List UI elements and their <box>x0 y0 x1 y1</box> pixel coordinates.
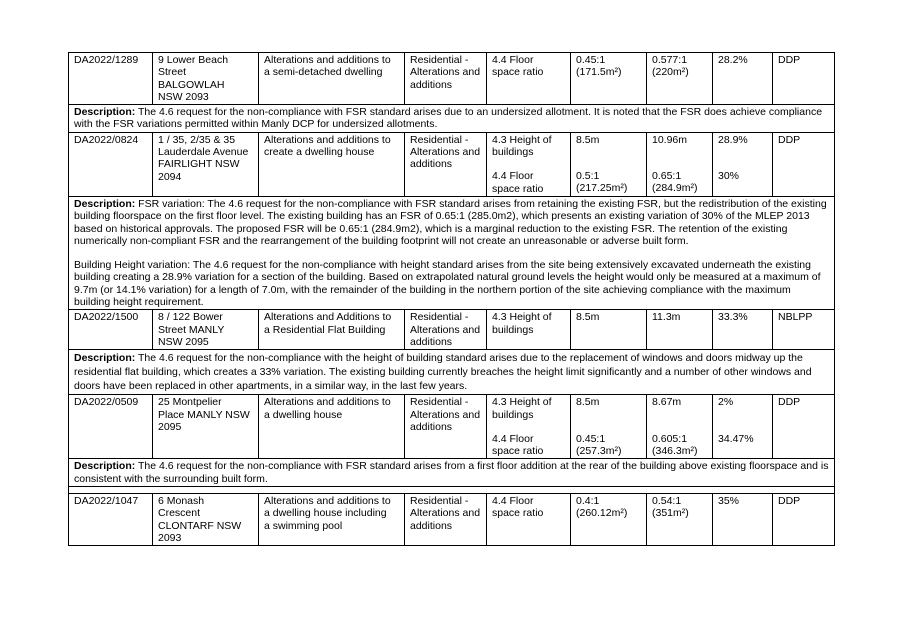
description-text-height: Building Height variation: The 4.6 request for the non-compliance with height standard arises from the site being extensively excavated underneath the existing building creating a 28.9% variation for a section of the building. Based on extrapolated natural ground levels the height would only be measured at a maximum of 9.7m (or 14.1% variation) for a length of 7.0m, with the remainder of the building in the northern portion of the site achieving compliance with the maximum building height requirement. <box>74 259 821 309</box>
cell-text-line: buildings <box>492 323 534 336</box>
cell-text-line: Residential - <box>410 311 469 324</box>
cell-text-line: 4.4 Floor <box>492 495 534 508</box>
cell-text-line: 4.3 Height of <box>492 311 552 324</box>
cell-text-line: Street MANLY <box>158 323 225 336</box>
cell-text-line: 25 Montpelier <box>158 396 222 409</box>
cell-text-line: (346.3m²) <box>652 444 698 457</box>
cell-text-line: 0.54:1 <box>652 495 682 508</box>
description-row <box>69 105 835 133</box>
cell-text-line: NSW 2095 <box>158 335 209 348</box>
cell-text-line: 4.3 Height of <box>492 396 552 409</box>
decision-cell: DDP <box>773 395 835 459</box>
spacer-row <box>69 487 835 494</box>
cell-text-line <box>74 198 829 247</box>
description-row <box>69 459 835 487</box>
description-cell <box>69 196 835 309</box>
cell-text-line: additions <box>410 335 453 348</box>
standard-cell <box>487 132 571 196</box>
cell-text-line: 0.605:1 <box>652 432 688 445</box>
address-cell <box>153 395 259 459</box>
address-cell <box>153 132 259 196</box>
cell-text-line: 0.5:1 <box>576 170 600 183</box>
cell-text-line: 4.3 Height of <box>492 133 552 146</box>
category-cell <box>405 494 487 546</box>
cell-text-line: Alterations and <box>410 146 481 159</box>
cell-text-line: a semi-detached dwelling <box>264 66 383 79</box>
cell-text-line: create a dwelling house <box>264 146 375 159</box>
cell-text-line: Alterations and additions to <box>264 495 391 508</box>
cell-text-line: 0.45:1 <box>576 54 606 66</box>
description-label: Description: <box>74 106 136 119</box>
cell-text-line: buildings <box>492 146 534 159</box>
proposal-cell <box>259 395 405 459</box>
category-cell <box>405 132 487 196</box>
cell-text-line: 2093 <box>158 531 182 544</box>
description-text: FSR variation: The 4.6 request for the non-compliance with FSR standard arises from retaining the existing FSR, but the redistribution of the existing building floorspace on the first floor level. The existing building has an FSR of 0.65:1 (285.0m2), which presents an existing variation of 30% of the MLEP 2013 based on historical approvals. The proposed FSR will be 0.65:1 (284.9m2), which is a marginal reduction to the existing FSR. The retention of the existing numerically non-compliant FSR and the rearrangement of the building footprint will not create an unreasonable or adverse built form. <box>74 197 827 247</box>
cell-text-line: space ratio <box>492 445 544 458</box>
address-cell <box>153 53 259 105</box>
cell-text-line: additions <box>410 519 453 532</box>
description-row <box>69 350 835 395</box>
proposal-cell <box>259 494 405 546</box>
cell-text-line: 8.5m <box>576 133 600 146</box>
cell-text-line: a dwelling house <box>264 408 343 421</box>
cell-text-line: (217.25m²) <box>576 182 628 195</box>
cell-text-line: CLONTARF NSW <box>158 519 242 532</box>
cell-text-line: Street <box>158 66 187 79</box>
cell-text-line: Alterations and <box>410 507 481 520</box>
table-row <box>69 395 835 459</box>
proposed-cell <box>647 494 713 546</box>
cell-text-line: 1 / 35, 2/35 & 35 <box>158 133 236 146</box>
cell-text-line: 0.4:1 <box>576 495 600 508</box>
cell-text-line: Alterations and additions to <box>264 396 391 409</box>
cell-text-line: Residential - <box>410 133 469 146</box>
cell-text-line: Residential - <box>410 495 469 508</box>
cell-text-line: additions <box>410 78 453 91</box>
proposal-cell <box>259 310 405 350</box>
cell-text-line: buildings <box>492 408 534 421</box>
control-cell <box>571 395 647 459</box>
proposal-cell <box>259 53 405 105</box>
description-cell <box>69 459 835 487</box>
control-cell: 8.5m <box>571 310 647 350</box>
address-cell <box>153 494 259 546</box>
cell-text-line: 34.47% <box>718 432 754 445</box>
cell-text-line: (171.5m²) <box>576 66 622 79</box>
address-cell <box>153 310 259 350</box>
standard-cell <box>487 494 571 546</box>
cell-text-line: 6 Monash <box>158 495 205 508</box>
category-cell <box>405 53 487 105</box>
cell-text-line: Alterations and <box>410 323 481 336</box>
description-cell <box>69 350 835 395</box>
variation-cell <box>713 132 773 196</box>
table-row <box>69 310 835 350</box>
cell-text-line: Alterations and additions to <box>264 133 391 146</box>
cell-text-line: a dwelling house including <box>264 507 387 520</box>
cell-text-line: additions <box>410 420 453 433</box>
cell-text-line: 0.577:1 <box>652 54 688 66</box>
cell-text-line: (284.9m²) <box>652 182 698 195</box>
variation-cell: 28.2% <box>713 53 773 105</box>
cell-text-line: space ratio <box>492 182 544 195</box>
description-row <box>69 196 835 309</box>
control-cell <box>571 53 647 105</box>
application-id: DA2022/1500 <box>69 310 153 350</box>
cell-text-line: Lauderdale Avenue <box>158 146 249 159</box>
proposed-cell <box>647 395 713 459</box>
cell-text-line: (220m²) <box>652 66 689 79</box>
description-label: Description: <box>74 352 136 365</box>
variations-register-table <box>68 52 835 546</box>
cell-text-line: (257.3m²) <box>576 444 622 457</box>
application-id: DA2022/0824 <box>69 132 153 196</box>
cell-text-line: 8.5m <box>576 396 600 409</box>
cell-text-line: 2% <box>718 396 734 409</box>
decision-cell: DDP <box>773 53 835 105</box>
cell-text-line: Crescent <box>158 507 201 520</box>
cell-text-line: 30% <box>718 170 740 183</box>
cell-text-line: Alterations and <box>410 66 481 79</box>
cell-text-line: Alterations and additions to <box>264 54 391 66</box>
cell-text-line: a swimming pool <box>264 519 343 532</box>
cell-text-line: 8.67m <box>652 396 682 409</box>
table-row <box>69 132 835 196</box>
cell-text-line: 4.4 Floor <box>492 54 534 66</box>
cell-text-line: 9 Lower Beach <box>158 54 229 66</box>
cell-text-line: 2095 <box>158 420 182 433</box>
application-id: DA2022/1047 <box>69 494 153 546</box>
cell-text-line: FAIRLIGHT NSW <box>158 158 240 171</box>
proposed-cell: 11.3m <box>647 310 713 350</box>
control-cell <box>571 494 647 546</box>
standard-cell <box>487 395 571 459</box>
cell-text-line: 28.9% <box>718 133 748 146</box>
cell-text-line: 10.96m <box>652 133 688 146</box>
cell-text-line: Alterations and <box>410 408 481 421</box>
description-cell <box>69 105 835 133</box>
decision-cell: DDP <box>773 132 835 196</box>
cell-text-line: 4.4 Floor <box>492 432 534 445</box>
cell-text-line: space ratio <box>492 507 544 520</box>
cell-text-line: 4.4 Floor <box>492 170 534 183</box>
description-label: Description: <box>74 197 136 210</box>
standard-cell <box>487 53 571 105</box>
cell-text-line: 0.65:1 <box>652 170 682 183</box>
table-row <box>69 494 835 546</box>
cell-text-line: Residential - <box>410 54 469 66</box>
proposed-cell <box>647 53 713 105</box>
cell-text-line: Alterations and Additions to <box>264 311 392 324</box>
application-id: DA2022/0509 <box>69 395 153 459</box>
cell-text-line: additions <box>410 158 453 171</box>
decision-cell: NBLPP <box>773 310 835 350</box>
variation-cell: 33.3% <box>713 310 773 350</box>
standard-cell <box>487 310 571 350</box>
description-text: The 4.6 request for the non-compliance with FSR standard arises from a first floor addition at the rear of the building above existing floorspace and is consistent with the surrounding built form. <box>74 460 829 485</box>
cell-text-line: 8 / 122 Bower <box>158 311 223 324</box>
cell-text-line: (260.12m²) <box>576 507 628 520</box>
table-row <box>69 53 835 105</box>
cell-text-line: space ratio <box>492 66 544 79</box>
variation-cell <box>713 395 773 459</box>
variation-cell: 35% <box>713 494 773 546</box>
cell-text-line: 2094 <box>158 170 182 183</box>
cell-text-line: (351m²) <box>652 507 689 520</box>
decision-cell: DDP <box>773 494 835 546</box>
category-cell <box>405 310 487 350</box>
proposed-cell <box>647 132 713 196</box>
description-text: The 4.6 request for the non-compliance with the height of building standard arises due to the replacement of windows and doors midway up the residential flat building, which creates a 33% variation. The existing building currently breaches the height limit significantly and a number of other windows and doors have been replaced in other apartments, in a similar way, in the last few years. <box>74 352 812 393</box>
cell-text-line: NSW 2093 <box>158 90 209 103</box>
application-id: DA2022/1289 <box>69 53 153 105</box>
control-cell <box>571 132 647 196</box>
cell-text-line: BALGOWLAH <box>158 78 225 91</box>
description-text: The 4.6 request for the non-compliance with FSR standard arises due to an undersized allotment. It is noted that the FSR does achieve compliance with the FSR variations permitted within Manly DCP for undersized allotments. <box>74 106 823 131</box>
cell-text-line: a Residential Flat Building <box>264 323 386 336</box>
cell-text-line: 0.45:1 <box>576 432 606 445</box>
description-label: Description: <box>74 460 136 473</box>
cell-text-line: Residential - <box>410 396 469 409</box>
cell-text-line: Place MANLY NSW <box>158 408 250 421</box>
category-cell <box>405 395 487 459</box>
proposal-cell <box>259 132 405 196</box>
